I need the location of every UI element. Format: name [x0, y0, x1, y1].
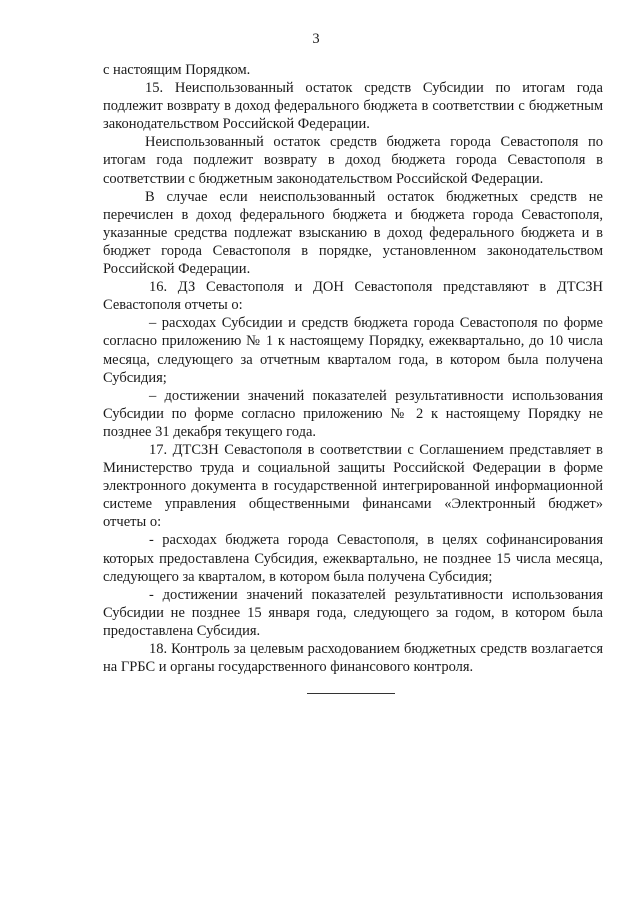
end-of-text-rule: [307, 693, 395, 694]
paragraph-item-15: 15. Неиспользованный остаток средств Субсидии по итогам года подлежит возврату в доход федерального бюджета в соответствии с бюджетным законодательством Российской Федерации.: [103, 80, 603, 133]
document-body: [103, 61, 603, 676]
paragraph-report-results: - достижении значений показателей результативности использования Субсидии не позднее 15 января года, следующего за годом, в котором была предоставлена Субсидия.: [103, 586, 603, 639]
paragraph-report-indicators: – достижении значений показателей результативности использования Субсидии по форме согласно приложению № 2 к настоящему Порядку не позднее 31 декабря текущего года.: [103, 387, 603, 440]
paragraph-city-budget-return: Неиспользованный остаток средств бюджета города Севастополя по итогам года подлежит возврату в доход бюджета города Севастополя в соответствии с бюджетным законодательством Российской Федерации.: [103, 134, 603, 187]
page-number: 3: [312, 31, 320, 47]
paragraph-item-18: 18. Контроль за целевым расходованием бюджетных средств возлагается на ГРБС и органы государственного финансового контроля.: [103, 641, 603, 676]
paragraph-report-cofinancing: - расходах бюджета города Севастополя, в целях софинансирования которых предоставлена Субсидия, ежеквартально, не позднее 15 числа месяца, следующего за кварталом, в котором была получена Субсидия;: [103, 532, 603, 585]
paragraph-item-16: 16. ДЗ Севастополя и ДОН Севастополя представляют в ДТСЗН Севастополя отчеты о:: [103, 279, 603, 314]
paragraph-report-expenses: – расходах Субсидии и средств бюджета города Севастополя по форме согласно приложению № 1 к настоящему Порядку, ежеквартально, до 10 числа месяца, следующего за отчетным кварталом года, в котором была получена Субсидия;: [103, 315, 603, 386]
paragraph-continuation: с настоящим Порядком.: [103, 62, 251, 78]
paragraph-item-17: 17. ДТСЗН Севастополя в соответствии с Соглашением представляет в Министерство труда и социальной защиты Российской Федерации в форме электронного документа в государственной интегрированной информационной системе управления общественными финансами «Электронный бюджет» отчеты о:: [103, 441, 603, 531]
paragraph-recovery-clause: В случае если неиспользованный остаток бюджетных средств не перечислен в доход федерального бюджета и бюджета города Севастополя, указанные средства подлежат взысканию в доход федерального бюджета и в бюджет города Севастополя в порядке, установленном законодательством Российской Федерации.: [103, 188, 603, 278]
